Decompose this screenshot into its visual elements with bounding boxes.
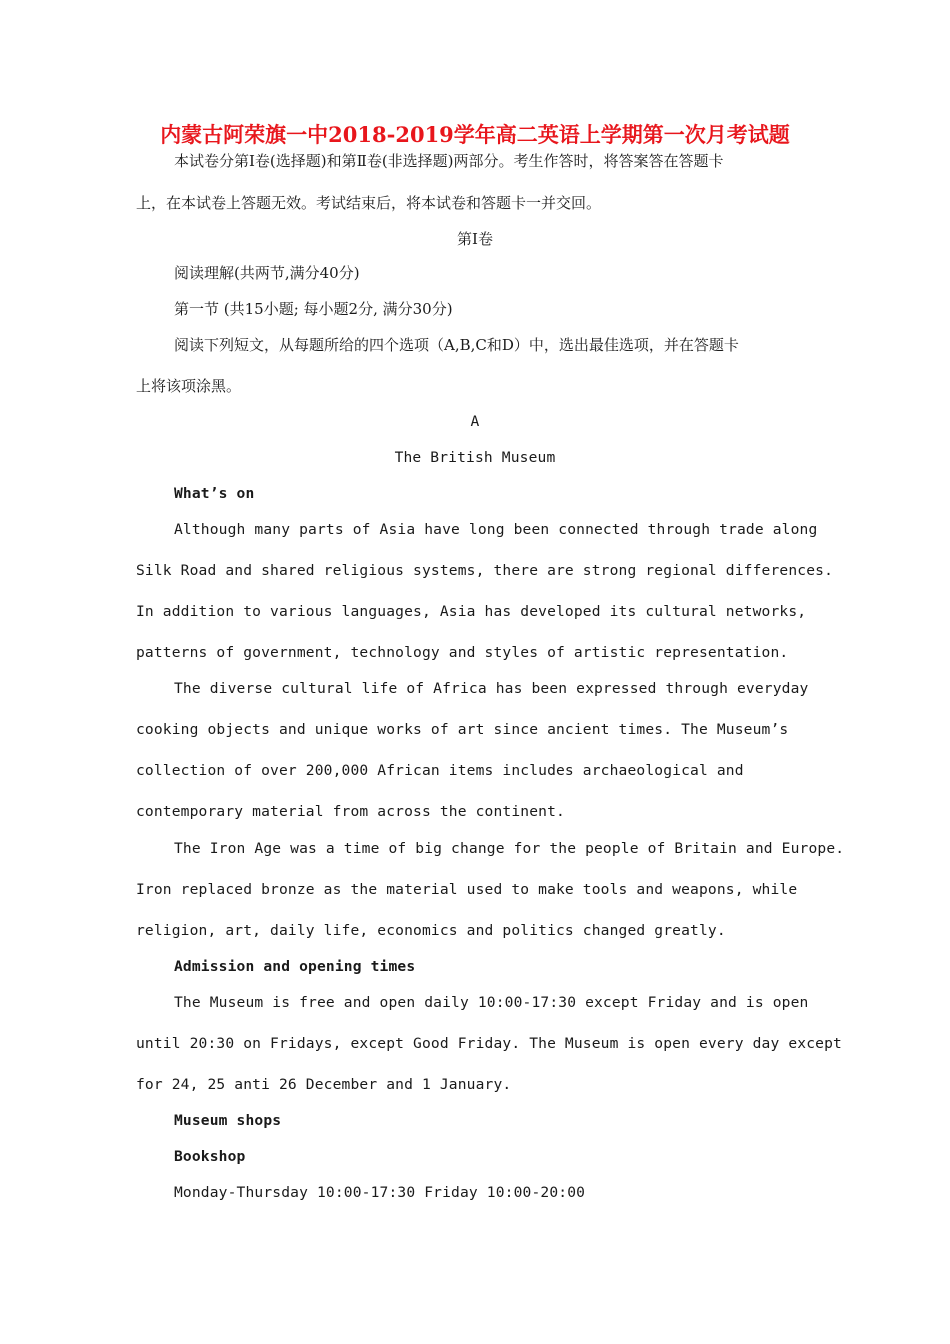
paragraph-iron-age-line-1: The Iron Age was a time of big change for the people of Britain and Europe. — [174, 840, 845, 857]
paragraph-africa-line-3: collection of over 200,000 African items includes archaeological and — [136, 762, 744, 779]
paragraph-admission-line-3: for 24, 25 anti 26 December and 1 January. — [136, 1076, 512, 1093]
heading-whats-on: What’s on — [174, 485, 255, 502]
page-title: 内蒙古阿荣旗一中2018-2019学年高二英语上学期第一次月考试题 — [160, 122, 790, 147]
volume-label: 第Ⅰ卷 — [457, 230, 493, 248]
paragraph-asia-line-2: Silk Road and shared religious systems, there are strong regional differences. — [136, 562, 834, 579]
paragraph-iron-age-line-2: Iron replaced bronze as the material used to make tools and weapons, while — [136, 881, 798, 898]
intro-line-2: 上，在本试卷上答题无效。考试结束后，将本试卷和答题卡一并交回。 — [136, 194, 602, 212]
paragraph-africa-line-4: contemporary material from across the continent. — [136, 803, 565, 820]
bookshop-hours: Monday-Thursday 10:00-17:30 Friday 10:00-20:00 — [174, 1184, 586, 1201]
paragraph-asia-line-3: In addition to various languages, Asia has developed its cultural networks, — [136, 603, 807, 620]
paragraph-africa-line-1: The diverse cultural life of Africa has been expressed through everyday — [174, 680, 809, 697]
paragraph-iron-age-line-3: religion, art, daily life, economics and politics changed greatly. — [136, 922, 726, 939]
paragraph-africa-line-2: cooking objects and unique works of art since ancient times. The Museum’s — [136, 721, 789, 738]
instruction-line-1: 阅读下列短文，从每题所给的四个选项（A,B,C和D）中，选出最佳选项，并在答题卡 — [174, 336, 739, 354]
paragraph-asia-line-4: patterns of government, technology and styles of artistic representation. — [136, 644, 789, 661]
heading-admission: Admission and opening times — [174, 958, 416, 975]
passage-title: The British Museum — [394, 449, 556, 466]
heading-museum-shops: Museum shops — [174, 1112, 282, 1129]
heading-bookshop: Bookshop — [174, 1148, 246, 1165]
section-one: 第一节 (共15小题; 每小题2分, 满分30分) — [174, 300, 453, 318]
paragraph-asia-line-1: Although many parts of Asia have long been connected through trade along — [174, 521, 818, 538]
intro-line-1: 本试卷分第Ⅰ卷(选择题)和第Ⅱ卷(非选择题)两部分。考生作答时，将答案答在答题卡 — [174, 152, 724, 170]
section-reading: 阅读理解(共两节,满分40分) — [174, 264, 360, 282]
passage-letter: A — [470, 413, 480, 430]
paragraph-admission-line-2: until 20:30 on Fridays, except Good Friday. The Museum is open every day except — [136, 1035, 842, 1052]
instruction-line-2: 上将该项涂黑。 — [136, 377, 242, 395]
paragraph-admission-line-1: The Museum is free and open daily 10:00-17:30 except Friday and is open — [174, 994, 809, 1011]
